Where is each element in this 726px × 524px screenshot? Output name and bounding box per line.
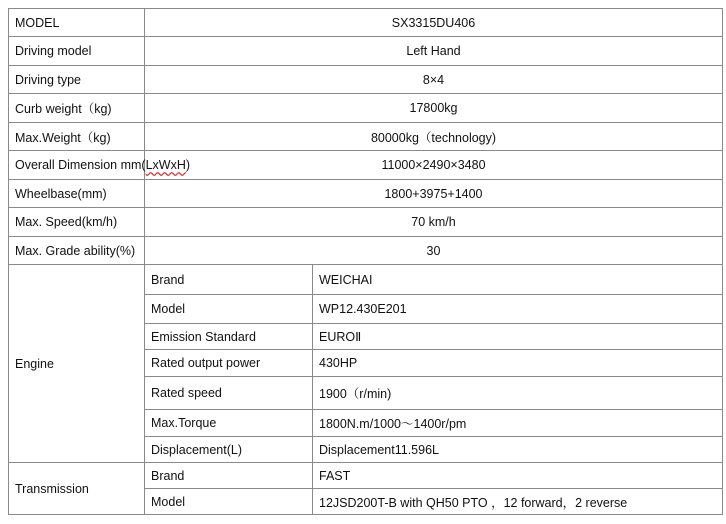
engine-value-rated-speed: 1900（r/min) bbox=[313, 377, 723, 410]
row-value-overall-dimension: 11000×2490×3480 bbox=[145, 151, 723, 180]
row-value-driving-model: Left Hand bbox=[145, 37, 723, 66]
table-row bbox=[9, 123, 723, 151]
engine-label-max-torque: Max.Torque bbox=[145, 410, 313, 437]
transmission-label-brand: Brand bbox=[145, 463, 313, 489]
engine-value-model: WP12.430E201 bbox=[313, 295, 723, 324]
row-value-curb-weight: 17800kg bbox=[145, 94, 723, 123]
row-label-driving-type: Driving type bbox=[9, 66, 145, 94]
transmission-value-model: 12JSD200T-B with QH50 PTO ，12 forward，2 reverse bbox=[313, 489, 723, 515]
table-row bbox=[9, 237, 723, 265]
table-row bbox=[9, 463, 723, 489]
engine-label-rated-speed: Rated speed bbox=[145, 377, 313, 410]
engine-group-label: Engine bbox=[9, 265, 145, 463]
engine-label-rated-power: Rated output power bbox=[145, 350, 313, 377]
row-label-max-weight: Max.Weight（kg) bbox=[9, 123, 145, 151]
row-label-wheelbase: Wheelbase(mm) bbox=[9, 180, 145, 208]
table-row bbox=[9, 37, 723, 66]
overall-dimension-prefix: Overall Dimension mm( bbox=[15, 158, 146, 172]
table-row bbox=[9, 94, 723, 123]
row-value-wheelbase: 1800+3975+1400 bbox=[145, 180, 723, 208]
overall-dimension-suffix: ) bbox=[185, 158, 191, 172]
spec-table-wrapper bbox=[8, 8, 723, 515]
transmission-value-brand: FAST bbox=[313, 463, 723, 489]
row-value-model: SX3315DU406 bbox=[145, 9, 723, 37]
transmission-group-label: Transmission bbox=[9, 463, 145, 515]
row-label-driving-model: Driving model bbox=[9, 37, 145, 66]
row-value-max-weight: 80000kg（technology) bbox=[145, 123, 723, 151]
table-row bbox=[9, 265, 723, 295]
row-label-curb-weight: Curb weight（kg) bbox=[9, 94, 145, 123]
overall-dimension-marked: LxWxH bbox=[145, 158, 186, 172]
row-label-overall-dimension bbox=[9, 151, 191, 180]
row-value-max-grade: 30 bbox=[145, 237, 723, 265]
engine-value-brand: WEICHAI bbox=[313, 265, 723, 295]
engine-label-displacement: Displacement(L) bbox=[145, 437, 313, 463]
row-value-max-speed: 70 km/h bbox=[145, 208, 723, 237]
table-row bbox=[9, 208, 723, 237]
table-row bbox=[9, 66, 723, 94]
row-value-driving-type: 8×4 bbox=[145, 66, 723, 94]
row-label-max-grade: Max. Grade ability(%) bbox=[9, 237, 145, 265]
engine-label-brand: Brand bbox=[145, 265, 313, 295]
engine-value-max-torque: 1800N.m/1000～1400r/pm bbox=[313, 410, 723, 437]
engine-value-rated-power: 430HP bbox=[313, 350, 723, 377]
transmission-label-model: Model bbox=[145, 489, 313, 515]
row-label-max-speed: Max. Speed(km/h) bbox=[9, 208, 145, 237]
table-row bbox=[9, 151, 723, 180]
engine-value-emission: EUROⅡ bbox=[313, 324, 723, 350]
row-label-model: MODEL bbox=[9, 9, 145, 37]
engine-value-displacement: Displacement11.596L bbox=[313, 437, 723, 463]
engine-label-emission: Emission Standard bbox=[145, 324, 313, 350]
spec-table bbox=[8, 8, 723, 515]
engine-label-model: Model bbox=[145, 295, 313, 324]
table-row bbox=[9, 180, 723, 208]
table-row bbox=[9, 9, 723, 37]
